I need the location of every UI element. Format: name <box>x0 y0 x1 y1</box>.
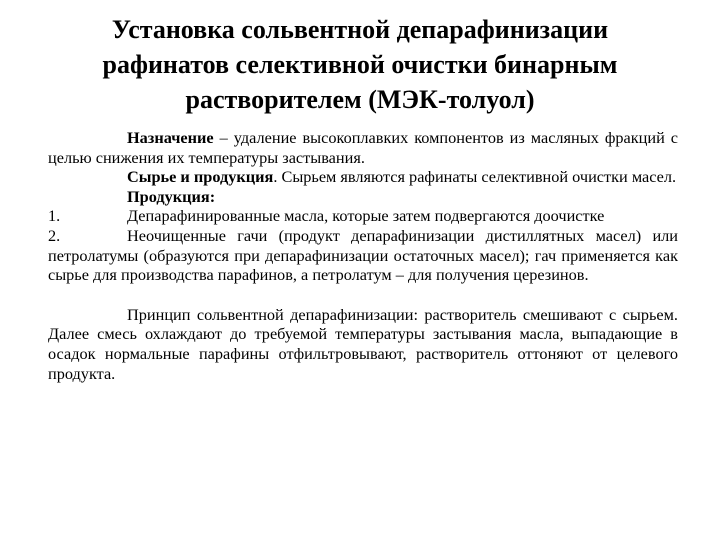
title-line-3: растворителем (МЭК-толуол) <box>185 85 535 114</box>
title-line-1: Установка сольвентной депарафинизации <box>111 15 609 44</box>
slide-title <box>40 12 680 117</box>
raw-paragraph <box>48 167 678 187</box>
purpose-paragraph <box>48 128 678 167</box>
product-item-1 <box>48 206 678 226</box>
purpose-text: – удаление высокоплавких компонентов из масляных фракций с целью снижения их температуры застывания. <box>48 128 678 167</box>
product-item-number: 1. <box>48 206 61 226</box>
spacer <box>48 285 678 305</box>
products-heading-paragraph <box>48 187 678 207</box>
raw-text: . Сырьем являются рафинаты селективной очистки масел. <box>273 167 677 187</box>
product-item-text: Неочищенные гачи (продукт депарафинизации дистиллятных масел) или петролатумы (образуются при депарафинизации остаточных масел); гач применяется как сырье для производства парафинов, а петролатум – для получения церезинов. <box>48 225 678 285</box>
raw-label: Сырье и продукция <box>127 167 274 187</box>
product-item-text: Депарафинированные масла, которые затем подвергаются доочистке <box>127 206 605 226</box>
slide-body <box>48 128 678 383</box>
purpose-label: Назначение <box>127 128 214 147</box>
principle-paragraph: Принцип сольвентной депарафинизации: растворитель смешивают с сырьем. Далее смесь охлаждают до требуемой температуры застывания масла, выпадающие в осадок нормальные парафины отфильтровывают, растворитель оттоняют от целевого продукта. <box>48 304 678 383</box>
title-line-2: рафинатов селективной очистки бинарным <box>102 50 618 79</box>
product-item-number: 2. <box>48 225 61 245</box>
product-item-2 <box>48 226 678 285</box>
products-heading: Продукция: <box>127 186 216 206</box>
